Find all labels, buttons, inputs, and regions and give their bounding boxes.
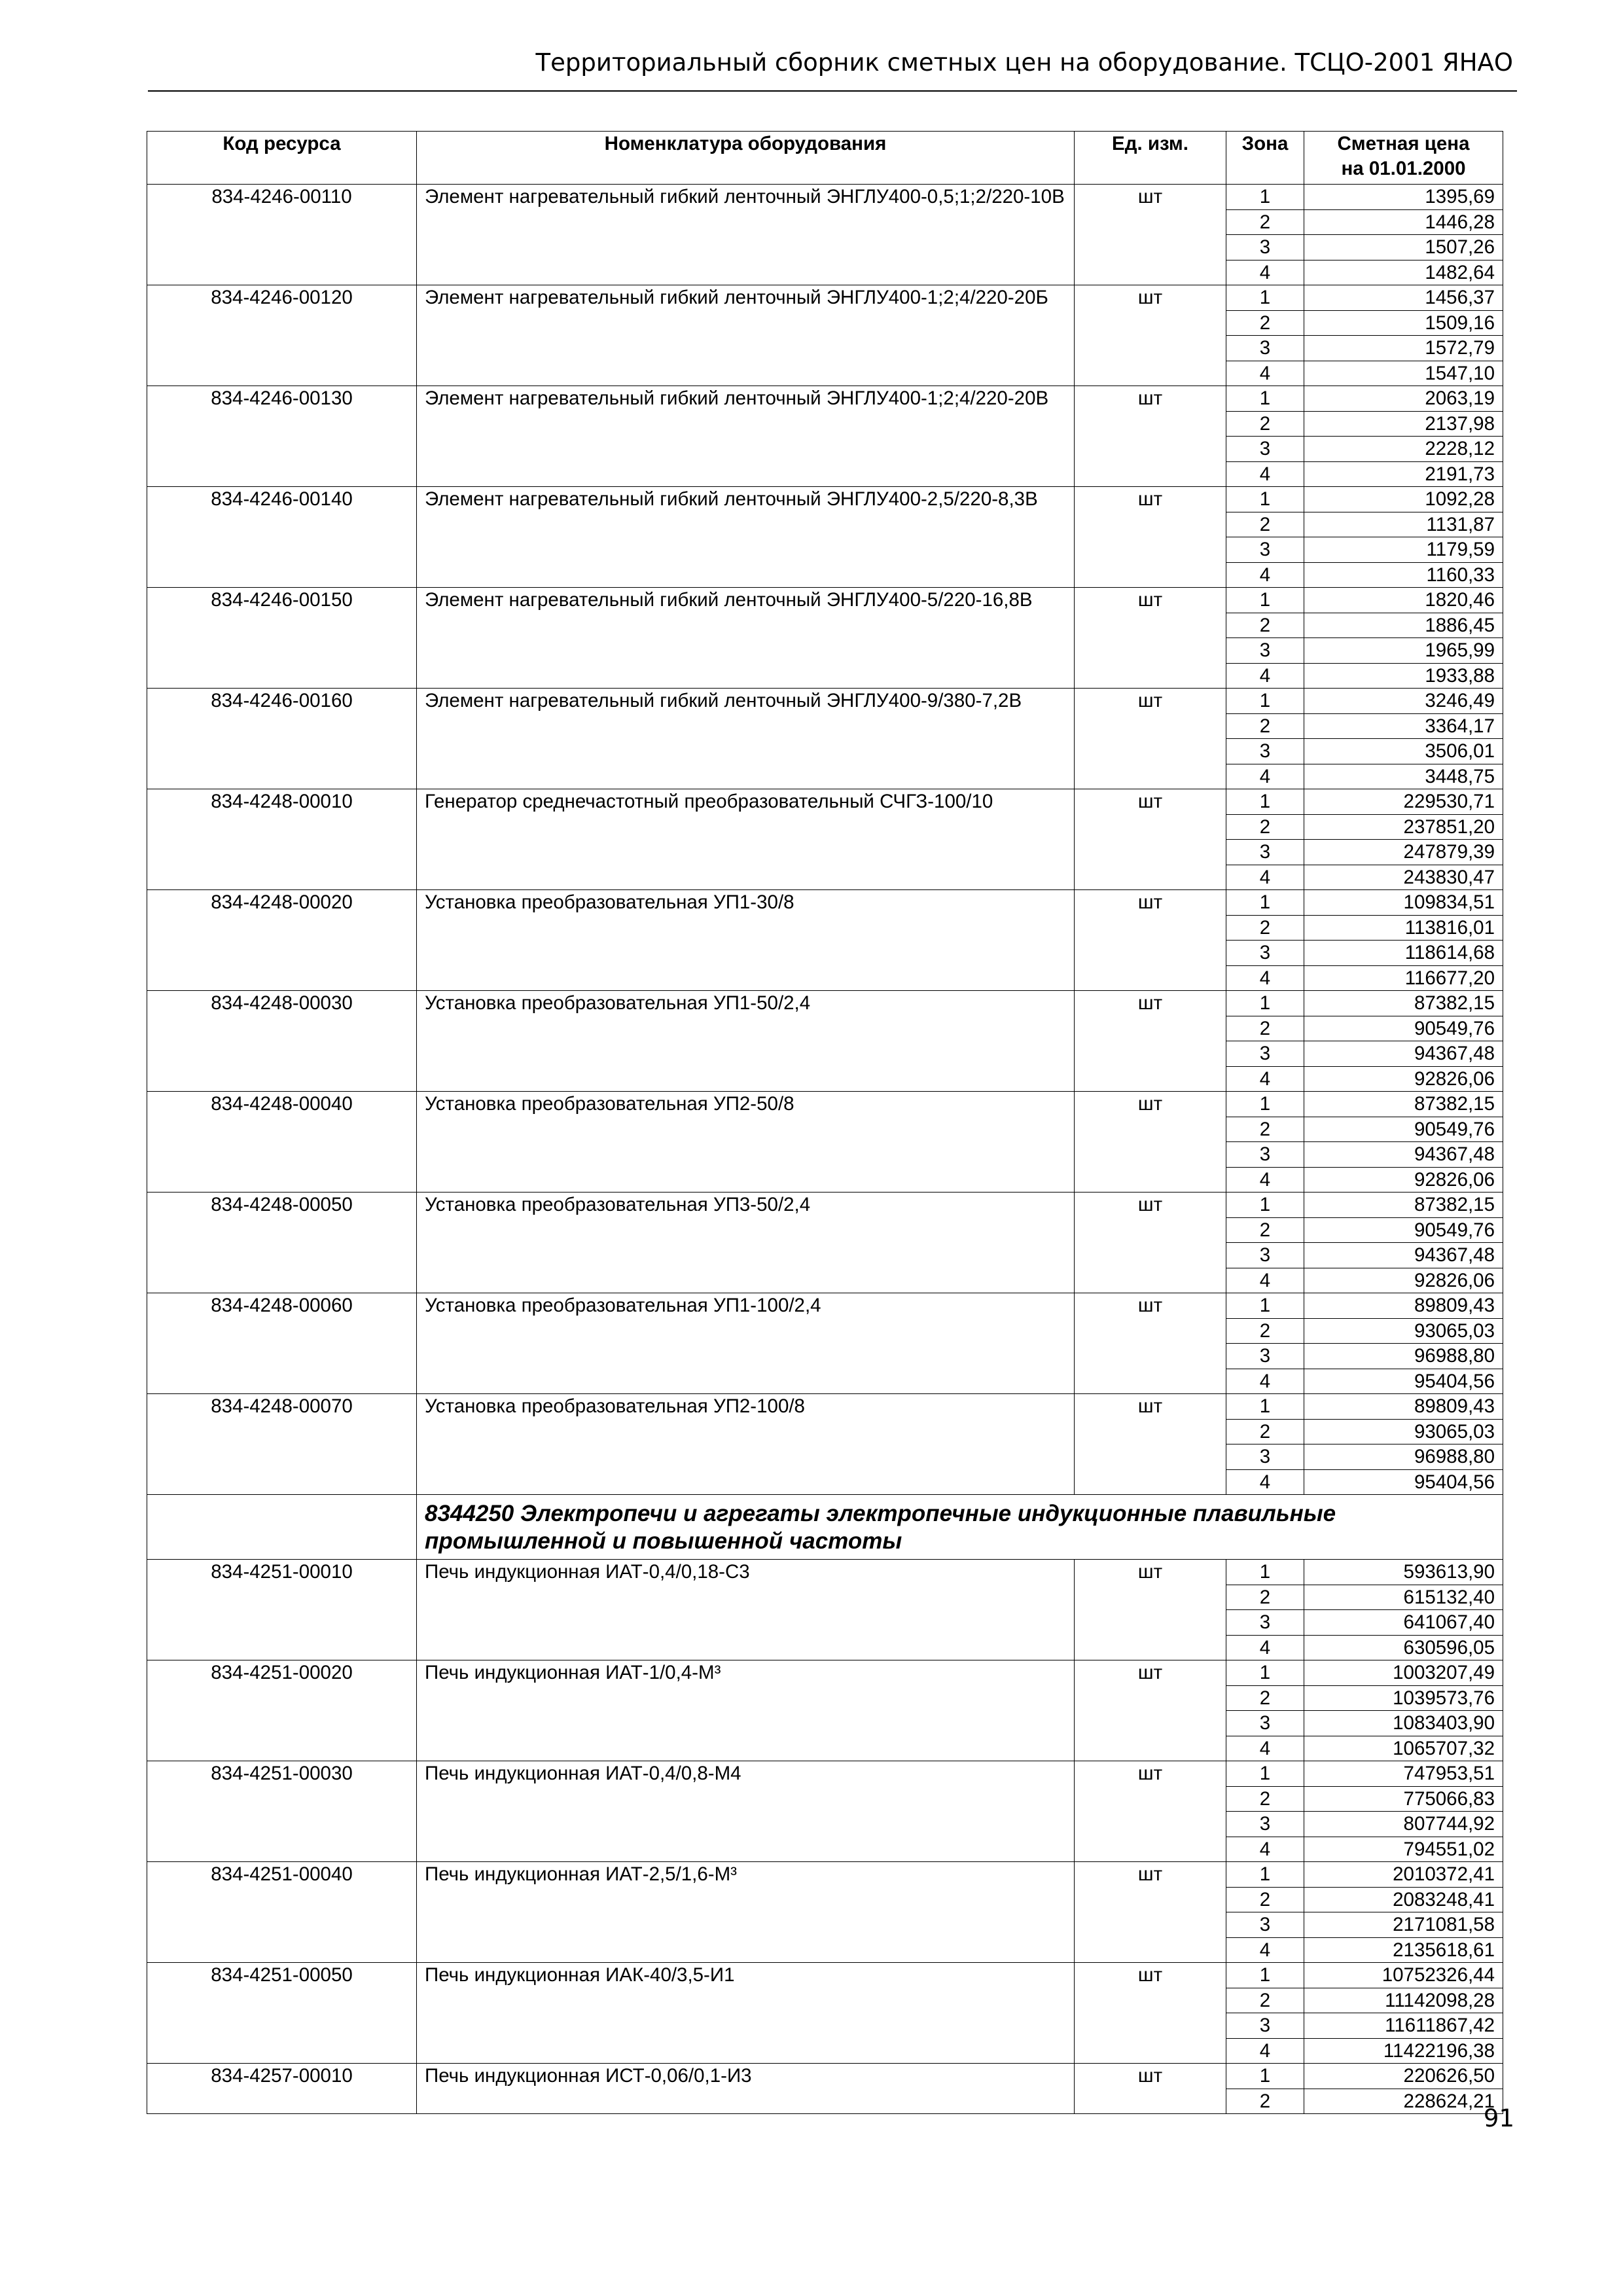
table-header-row [147, 132, 1503, 185]
zone-number: 2 [1226, 512, 1304, 537]
zone-number: 4 [1226, 1469, 1304, 1495]
zone-number: 2 [1226, 1016, 1304, 1041]
zone-number: 1 [1226, 1293, 1304, 1319]
col-header-price-line2: на 01.01.2000 [1341, 158, 1466, 179]
zone-number: 1 [1226, 890, 1304, 916]
resource-code: 834-4246-00130 [147, 386, 417, 487]
estimated-price: 95404,56 [1304, 1469, 1503, 1495]
unit-of-measure: шт [1075, 285, 1226, 386]
estimated-price: 1003207,49 [1304, 1660, 1503, 1686]
resource-code: 834-4246-00160 [147, 689, 417, 789]
zone-number: 1 [1226, 1092, 1304, 1117]
equipment-name: Печь индукционная ИАК-40/3,5-И1 [417, 1963, 1075, 2064]
table-row [147, 386, 1503, 412]
estimated-price: 1965,99 [1304, 638, 1503, 664]
table-row [147, 789, 1503, 815]
zone-number: 2 [1226, 2089, 1304, 2114]
zone-number: 1 [1226, 1761, 1304, 1787]
section-spacer [147, 1495, 417, 1560]
estimated-price: 2191,73 [1304, 461, 1503, 487]
zone-number: 4 [1226, 1268, 1304, 1293]
estimated-price: 2137,98 [1304, 411, 1503, 437]
equipment-name: Установка преобразовательная УП1-50/2,4 [417, 991, 1075, 1092]
table-row [147, 2064, 1503, 2089]
estimated-price: 775066,83 [1304, 1786, 1503, 1812]
estimated-price: 3448,75 [1304, 764, 1503, 789]
resource-code: 834-4251-00030 [147, 1761, 417, 1862]
page-header [148, 45, 1517, 92]
estimated-price: 593613,90 [1304, 1560, 1503, 1585]
unit-of-measure: шт [1075, 991, 1226, 1092]
equipment-name: Элемент нагревательный гибкий ленточный ЭНГЛУ400-9/380-7,2В [417, 689, 1075, 789]
equipment-name: Установка преобразовательная УП3-50/2,4 [417, 1193, 1075, 1293]
unit-of-measure: шт [1075, 1193, 1226, 1293]
zone-number: 2 [1226, 411, 1304, 437]
table-row [147, 285, 1503, 311]
unit-of-measure: шт [1075, 2064, 1226, 2114]
col-header-price [1304, 132, 1503, 185]
estimated-price: 90549,76 [1304, 1016, 1503, 1041]
zone-number: 1 [1226, 386, 1304, 412]
zone-number: 1 [1226, 2064, 1304, 2089]
equipment-name: Установка преобразовательная УП1-30/8 [417, 890, 1075, 991]
estimated-price: 90549,76 [1304, 1217, 1503, 1243]
table-row [147, 487, 1503, 512]
estimated-price: 220626,50 [1304, 2064, 1503, 2089]
zone-number: 3 [1226, 1041, 1304, 1067]
estimated-price: 118614,68 [1304, 941, 1503, 966]
zone-number: 1 [1226, 185, 1304, 210]
estimated-price: 2171081,58 [1304, 1912, 1503, 1938]
resource-code: 834-4251-00040 [147, 1862, 417, 1963]
estimated-price: 11422196,38 [1304, 2038, 1503, 2064]
estimated-price: 11611867,42 [1304, 2013, 1503, 2039]
unit-of-measure: шт [1075, 588, 1226, 689]
zone-number: 2 [1226, 1786, 1304, 1812]
zone-number: 1 [1226, 1560, 1304, 1585]
estimated-price: 89809,43 [1304, 1394, 1503, 1420]
estimated-price: 3364,17 [1304, 713, 1503, 739]
equipment-name: Печь индукционная ИАТ-0,4/0,8-М4 [417, 1761, 1075, 1862]
zone-number: 4 [1226, 965, 1304, 991]
zone-number: 2 [1226, 814, 1304, 840]
zone-number: 2 [1226, 1217, 1304, 1243]
resource-code: 834-4257-00010 [147, 2064, 417, 2114]
estimated-price: 1482,64 [1304, 260, 1503, 285]
estimated-price: 94367,48 [1304, 1041, 1503, 1067]
equipment-name: Печь индукционная ИСТ-0,06/0,1-И3 [417, 2064, 1075, 2114]
estimated-price: 90549,76 [1304, 1117, 1503, 1142]
unit-of-measure: шт [1075, 1560, 1226, 1660]
page-title: Территориальный сборник сметных цен на оборудование. ТСЦО-2001 ЯНАО [535, 48, 1513, 77]
estimated-price: 113816,01 [1304, 915, 1503, 941]
estimated-price: 94367,48 [1304, 1243, 1503, 1268]
table-row [147, 1394, 1503, 1420]
zone-number: 1 [1226, 1193, 1304, 1218]
equipment-name: Установка преобразовательная УП1-100/2,4 [417, 1293, 1075, 1394]
zone-number: 1 [1226, 991, 1304, 1016]
estimated-price: 89809,43 [1304, 1293, 1503, 1319]
zone-number: 4 [1226, 1369, 1304, 1394]
unit-of-measure: шт [1075, 789, 1226, 890]
estimated-price: 1395,69 [1304, 185, 1503, 210]
zone-number: 2 [1226, 209, 1304, 235]
zone-number: 2 [1226, 1988, 1304, 2013]
estimated-price: 1131,87 [1304, 512, 1503, 537]
equipment-name: Установка преобразовательная УП2-50/8 [417, 1092, 1075, 1193]
zone-number: 4 [1226, 1167, 1304, 1193]
col-header-price-line1: Сметная цена [1337, 133, 1470, 154]
estimated-price: 3246,49 [1304, 689, 1503, 714]
resource-code: 834-4251-00010 [147, 1560, 417, 1660]
zone-number: 3 [1226, 1610, 1304, 1636]
estimated-price: 1509,16 [1304, 310, 1503, 336]
zone-number: 3 [1226, 1344, 1304, 1369]
equipment-name: Печь индукционная ИАТ-2,5/1,6-М³ [417, 1862, 1075, 1963]
table-row [147, 689, 1503, 714]
unit-of-measure: шт [1075, 689, 1226, 789]
estimated-price: 807744,92 [1304, 1812, 1503, 1837]
table-row [147, 1862, 1503, 1888]
zone-number: 1 [1226, 1963, 1304, 1988]
estimated-price: 237851,20 [1304, 814, 1503, 840]
col-header-code: Код ресурса [147, 132, 417, 185]
table-row [147, 185, 1503, 210]
zone-number: 1 [1226, 1862, 1304, 1888]
equipment-name: Печь индукционная ИАТ-1/0,4-М³ [417, 1660, 1075, 1761]
equipment-name: Элемент нагревательный гибкий ленточный ЭНГЛУ400-0,5;1;2/220-10В [417, 185, 1075, 285]
table-row [147, 1761, 1503, 1787]
estimated-price: 116677,20 [1304, 965, 1503, 991]
unit-of-measure: шт [1075, 890, 1226, 991]
table-body-section [147, 1495, 1503, 1560]
unit-of-measure: шт [1075, 487, 1226, 588]
zone-number: 4 [1226, 1066, 1304, 1092]
estimated-price: 1446,28 [1304, 209, 1503, 235]
table-row [147, 1293, 1503, 1319]
equipment-name: Элемент нагревательный гибкий ленточный ЭНГЛУ400-1;2;4/220-20В [417, 386, 1075, 487]
resource-code: 834-4246-00140 [147, 487, 417, 588]
estimated-price: 1933,88 [1304, 663, 1503, 689]
table-body-main [147, 185, 1503, 1495]
zone-number: 2 [1226, 1117, 1304, 1142]
table-body-furnaces [147, 1560, 1503, 2114]
estimated-price: 1507,26 [1304, 235, 1503, 260]
estimated-price: 96988,80 [1304, 1444, 1503, 1470]
estimated-price: 1083403,90 [1304, 1711, 1503, 1736]
estimated-price: 93065,03 [1304, 1318, 1503, 1344]
estimated-price: 10752326,44 [1304, 1963, 1503, 1988]
resource-code: 834-4246-00150 [147, 588, 417, 689]
zone-number: 2 [1226, 310, 1304, 336]
zone-number: 3 [1226, 739, 1304, 764]
table-row [147, 890, 1503, 916]
estimated-price: 94367,48 [1304, 1142, 1503, 1168]
page-number: 91 [1483, 2104, 1514, 2132]
unit-of-measure: шт [1075, 1761, 1226, 1862]
zone-number: 1 [1226, 1394, 1304, 1420]
zone-number: 3 [1226, 638, 1304, 664]
zone-number: 3 [1226, 537, 1304, 563]
zone-number: 4 [1226, 764, 1304, 789]
zone-number: 3 [1226, 1711, 1304, 1736]
estimated-price: 87382,15 [1304, 1092, 1503, 1117]
estimated-price: 96988,80 [1304, 1344, 1503, 1369]
zone-number: 4 [1226, 361, 1304, 386]
zone-number: 3 [1226, 941, 1304, 966]
zone-number: 2 [1226, 1419, 1304, 1444]
zone-number: 2 [1226, 713, 1304, 739]
equipment-name: Установка преобразовательная УП2-100/8 [417, 1394, 1075, 1495]
zone-number: 1 [1226, 1660, 1304, 1686]
estimated-price: 93065,03 [1304, 1419, 1503, 1444]
estimated-price: 229530,71 [1304, 789, 1503, 815]
resource-code: 834-4248-00060 [147, 1293, 417, 1394]
resource-code: 834-4246-00120 [147, 285, 417, 386]
zone-number: 3 [1226, 336, 1304, 361]
unit-of-measure: шт [1075, 1092, 1226, 1193]
estimated-price: 1572,79 [1304, 336, 1503, 361]
section-row [147, 1495, 1503, 1560]
resource-code: 834-4251-00020 [147, 1660, 417, 1761]
zone-number: 4 [1226, 1837, 1304, 1862]
estimated-price: 1179,59 [1304, 537, 1503, 563]
estimated-price: 2135618,61 [1304, 1937, 1503, 1963]
zone-number: 4 [1226, 461, 1304, 487]
col-header-zone: Зона [1226, 132, 1304, 185]
equipment-name: Элемент нагревательный гибкий ленточный ЭНГЛУ400-1;2;4/220-20Б [417, 285, 1075, 386]
table-row [147, 1660, 1503, 1686]
equipment-name: Генератор среднечастотный преобразовательный СЧГЗ-100/10 [417, 789, 1075, 890]
section-title: 8344250 Электропечи и агрегаты электропечные индукционные плавильные промышленной и повышенной частоты [417, 1495, 1503, 1560]
estimated-price: 11142098,28 [1304, 1988, 1503, 2013]
unit-of-measure: шт [1075, 1293, 1226, 1394]
estimated-price: 3506,01 [1304, 739, 1503, 764]
table-row [147, 991, 1503, 1016]
zone-number: 4 [1226, 1736, 1304, 1761]
equipment-name: Элемент нагревательный гибкий ленточный ЭНГЛУ400-2,5/220-8,3В [417, 487, 1075, 588]
estimated-price: 1065707,32 [1304, 1736, 1503, 1761]
estimated-price: 747953,51 [1304, 1761, 1503, 1787]
zone-number: 3 [1226, 1243, 1304, 1268]
zone-number: 4 [1226, 562, 1304, 588]
estimated-price: 1456,37 [1304, 285, 1503, 311]
estimated-price: 2083248,41 [1304, 1887, 1503, 1912]
zone-number: 3 [1226, 1142, 1304, 1168]
estimated-price: 1886,45 [1304, 613, 1503, 638]
table-row [147, 588, 1503, 613]
unit-of-measure: шт [1075, 1862, 1226, 1963]
zone-number: 3 [1226, 1444, 1304, 1470]
zone-number: 1 [1226, 789, 1304, 815]
estimated-price: 2010372,41 [1304, 1862, 1503, 1888]
price-table [147, 131, 1503, 2114]
resource-code: 834-4248-00020 [147, 890, 417, 991]
estimated-price: 1820,46 [1304, 588, 1503, 613]
zone-number: 3 [1226, 840, 1304, 865]
estimated-price: 2228,12 [1304, 437, 1503, 462]
zone-number: 1 [1226, 487, 1304, 512]
equipment-name: Элемент нагревательный гибкий ленточный ЭНГЛУ400-5/220-16,8В [417, 588, 1075, 689]
col-header-unit: Ед. изм. [1075, 132, 1226, 185]
unit-of-measure: шт [1075, 1394, 1226, 1495]
estimated-price: 641067,40 [1304, 1610, 1503, 1636]
table-row [147, 1963, 1503, 1988]
unit-of-measure: шт [1075, 1660, 1226, 1761]
zone-number: 1 [1226, 285, 1304, 311]
zone-number: 4 [1226, 2038, 1304, 2064]
resource-code: 834-4251-00050 [147, 1963, 417, 2064]
table-row [147, 1560, 1503, 1585]
zone-number: 3 [1226, 1812, 1304, 1837]
estimated-price: 2063,19 [1304, 386, 1503, 412]
table-row [147, 1193, 1503, 1218]
zone-number: 2 [1226, 1685, 1304, 1711]
resource-code: 834-4248-00050 [147, 1193, 417, 1293]
estimated-price: 87382,15 [1304, 991, 1503, 1016]
zone-number: 4 [1226, 663, 1304, 689]
estimated-price: 247879,39 [1304, 840, 1503, 865]
zone-number: 2 [1226, 1318, 1304, 1344]
estimated-price: 228624,21 [1304, 2089, 1503, 2114]
estimated-price: 92826,06 [1304, 1268, 1503, 1293]
zone-number: 1 [1226, 689, 1304, 714]
zone-number: 3 [1226, 1912, 1304, 1938]
estimated-price: 87382,15 [1304, 1193, 1503, 1218]
unit-of-measure: шт [1075, 386, 1226, 487]
estimated-price: 630596,05 [1304, 1635, 1503, 1660]
zone-number: 2 [1226, 1887, 1304, 1912]
resource-code: 834-4248-00030 [147, 991, 417, 1092]
estimated-price: 1092,28 [1304, 487, 1503, 512]
estimated-price: 1547,10 [1304, 361, 1503, 386]
zone-number: 4 [1226, 1937, 1304, 1963]
resource-code: 834-4248-00010 [147, 789, 417, 890]
estimated-price: 243830,47 [1304, 865, 1503, 890]
zone-number: 4 [1226, 260, 1304, 285]
resource-code: 834-4248-00040 [147, 1092, 417, 1193]
zone-number: 4 [1226, 865, 1304, 890]
estimated-price: 1160,33 [1304, 562, 1503, 588]
estimated-price: 615132,40 [1304, 1585, 1503, 1610]
table-row [147, 1092, 1503, 1117]
zone-number: 3 [1226, 235, 1304, 260]
equipment-name: Печь индукционная ИАТ-0,4/0,18-С3 [417, 1560, 1075, 1660]
zone-number: 4 [1226, 1635, 1304, 1660]
col-header-name: Номенклатура оборудования [417, 132, 1075, 185]
zone-number: 2 [1226, 915, 1304, 941]
zone-number: 2 [1226, 613, 1304, 638]
estimated-price: 92826,06 [1304, 1167, 1503, 1193]
resource-code: 834-4246-00110 [147, 185, 417, 285]
unit-of-measure: шт [1075, 185, 1226, 285]
unit-of-measure: шт [1075, 1963, 1226, 2064]
resource-code: 834-4248-00070 [147, 1394, 417, 1495]
zone-number: 3 [1226, 2013, 1304, 2039]
estimated-price: 794551,02 [1304, 1837, 1503, 1862]
estimated-price: 1039573,76 [1304, 1685, 1503, 1711]
zone-number: 1 [1226, 588, 1304, 613]
zone-number: 3 [1226, 437, 1304, 462]
estimated-price: 109834,51 [1304, 890, 1503, 916]
estimated-price: 95404,56 [1304, 1369, 1503, 1394]
estimated-price: 92826,06 [1304, 1066, 1503, 1092]
zone-number: 2 [1226, 1585, 1304, 1610]
